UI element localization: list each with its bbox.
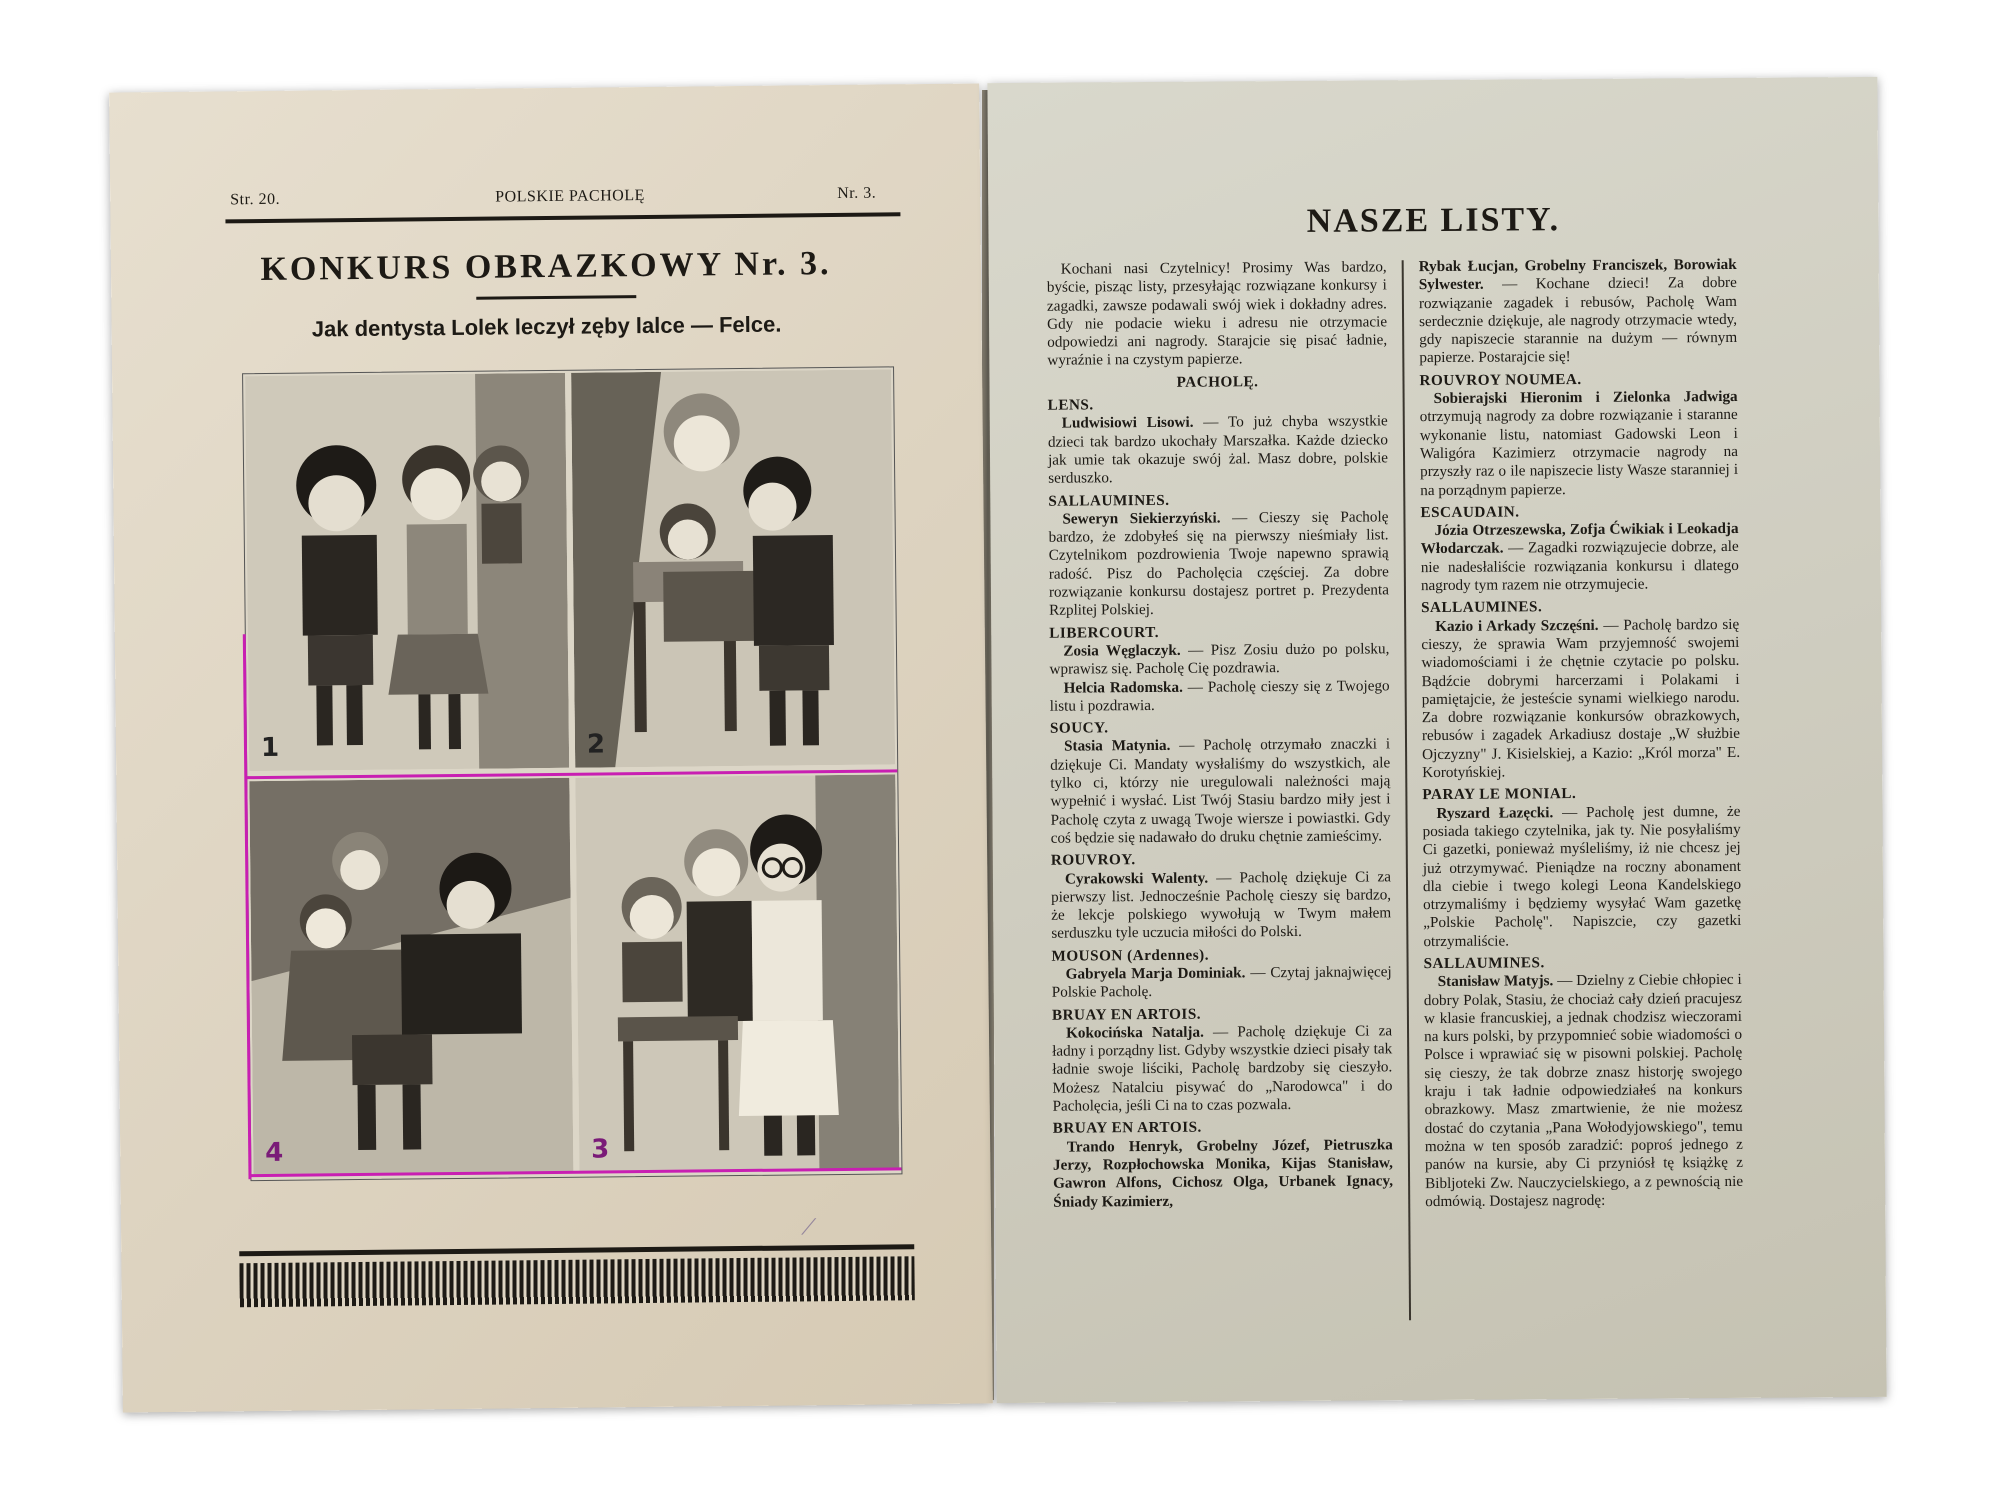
decorative-bar xyxy=(239,1256,914,1307)
letter-entry: ROUVROY NOUMEA. Sobierajski Hieronim i Zielonka Jadwiga otrzymują nagrody za dobre rozwiązanie i staranne wykonanie listu, natomiast Gadowski Leon i Waligóra Kazimierz otrzymacie nagrody na przyszły raz o ile napiszecie listy Wasze staranniej i na porządnym papierze. xyxy=(1419,370,1739,499)
letter-entry: SOUCY. Stasia Matynia. — Pacholę otrzymało znaczki i dziękuje Ci. Mandaty wysłaliśmy do wszystkich, ale tylko ci, którzy nie uregulowali należności mają wypełnić i wysłać. List Twój Stasiu bardzo miły jest i Pacholę czyta z uwagą Twoje wiersze i powiastki. Gdy coś będzie się nadawało do druku chętnie zamieścimy. xyxy=(1049,719,1391,847)
comic-strip xyxy=(242,366,902,1181)
ink-mark: ⟋ xyxy=(800,1215,817,1241)
contest-subtitle: Jak dentysta Lolek leczył zęby lalce — Felce. xyxy=(311,311,782,342)
comic-panel-1 xyxy=(245,373,569,771)
magazine-title: POLSKIE PACHOLĘ xyxy=(495,186,645,206)
comic-panel-4 xyxy=(249,778,573,1176)
letter-entry: BRUAY EN ARTOIS. Kokocińska Natalja. — Pacholę dziękuje Ci za ładny i porządny list. Gdyby wszystkie dzieci pisały tak ładnie swoje liściki, Pacholę bardzoby się cieszyło. Możesz Natalciu pisywać do „Narodowca" i do Pacholęcia, jeśli Ci na to czas pozwala. xyxy=(1051,1005,1393,1115)
page-header xyxy=(230,184,900,215)
panel-number: 3 xyxy=(591,1134,610,1165)
column-divider xyxy=(1402,260,1411,1320)
letter-entry: MOUSON (Ardennes). Gabryela Marja Dominiak. — Czytaj jaknajwięcej Polskie Pacholę. xyxy=(1051,946,1392,1001)
panel-number: 2 xyxy=(586,729,606,760)
letter-entry: SALLAUMINES. Kazio i Arkady Szczęśni. — Pacholę bardzo się cieszy, że sprawia Wam przyjemność swojemi wiadomościami i że chętnie czytacie po polsku. Bądźcie dobrymi harcerzami i Polakami i pamiętajcie, że jesteście synami wielkiego narodu. Za dobre rozwiązanie konkursów obrazkowych, rebusów i zagadek Arkadiusz dostaje „W służbie Ojczyzny" J. Kisielskiej, a Kazio: „Król morza" E. Korotyńskiej. xyxy=(1421,598,1741,782)
comic-panel-2 xyxy=(571,369,895,767)
panel-number: 1 xyxy=(260,732,280,764)
letter-entry: ESCAUDAIN. Józia Otrzeszewska, Zofja Ćwikiak i Leokadja Włodarczak. — Zagadki rozwiązujecie dobrze, ale nie nadesłaliście rozwiązania konkursu i dlatego nagrody tym razem nie otrzymujecie. xyxy=(1420,503,1739,595)
illustration-doll-tooth-pulled xyxy=(249,778,573,1176)
illustration-dentist-examining-doll xyxy=(571,369,895,767)
letters-column-1 xyxy=(1047,258,1394,1211)
letter-entry: SALLAUMINES. Seweryn Siekierzyński. — Cieszy się Pacholę bardzo, że zdobyłeś się na pierwszy nieśmiały list. Czytelnikom pozdrowienia Twoje napewno sprawią radość. Pisz do Pacholęcia częściej. Za dobre rozwiązanie konkursu dostajesz portret p. Prezydenta Rzplitej Polskiej. xyxy=(1048,491,1390,620)
letters-column-2 xyxy=(1419,256,1744,1211)
letter-entry: LENS. Ludwisiowi Lisowi. — To już chyba wszystkie dzieci tak bardzo ukochały Marszałka. Każde dziecko jak umie tak okazuje swój żal. Masz dobre, polskie serduszko. xyxy=(1047,396,1389,487)
right-page xyxy=(987,77,1886,1403)
letter-entry: Helcia Radomska. — Pacholę cieszy się z Twojego listu i pozdrawia. xyxy=(1049,676,1390,715)
signature: PACHOLĘ. xyxy=(1176,373,1259,391)
letters-title: NASZE LISTY. xyxy=(1306,201,1561,240)
illustration-boy-girl-doll xyxy=(245,373,569,771)
intro-paragraph: Kochani nasi Czytelnicy! Prosimy Was bardzo, byście, pisząc listy, przesyłając rozwiązane konkursy i zagadki, zawsze podawali swój wiek i dokładny adres. Gdy nie podacie wieku i adresu nie otrzymacie odpowiedzi ani nagrody. Starajcie się pisać ładnie, wyraźnie i na czystym papierze. xyxy=(1046,258,1388,370)
footer-rule xyxy=(239,1244,914,1256)
illustration-dentist-doll-girl xyxy=(575,774,899,1172)
letter-entry: Rybak Łucjan, Grobelny Franciszek, Borowiak Sylwester. — Kochane dzieci! Za dobre rozwiązanie zagadek i rebusów, Pacholę Wam serdecznie dziękuje, ale nagrody otrzymacie wtedy, gdy napiszecie starannie na dużym — równym papierze. Postarajcie się! xyxy=(1418,255,1738,367)
page-number: Str. 20. xyxy=(230,190,281,209)
letter-entry: BRUAY EN ARTOIS. Trando Henryk, Grobelny Józef, Pietruszka Jerzy, Rozpłochowska Monika, Kijas Stanisław, Gawron Alfons, Cichosz Olga, Urbanek Ignacy, Śniady Kazimierz, xyxy=(1052,1119,1394,1211)
comic-panel-3 xyxy=(575,774,899,1172)
contest-title: KONKURS OBRAZKOWY Nr. 3. xyxy=(260,245,832,289)
title-rule xyxy=(476,295,636,300)
left-page xyxy=(109,83,993,1412)
panel-number: 4 xyxy=(265,1137,284,1169)
letter-entry: PARAY LE MONIAL. Ryszard Łazęcki. — Pacholę jest dumne, że posiada takiego czytelnika, jak ty. Nie posyłaliśmy Ci gazetki, ponieważ myśleliśmy, iż nie chcesz jej już otrzymywać. Pieniądze na roczny abonament dla ciebie i twego kolegi Leona Kandelskiego otrzymaliśmy i będziemy wysyłać Wam gazetkę „Polskie Pacholę". Napiszcie, czy gazetki otrzymaliście. xyxy=(1422,785,1742,950)
letter-entry: SALLAUMINES. Stanisław Matyjs. — Dzielny z Ciebie chłopiec i dobry Polak, Stasiu, że chociaż cały dzień pracujesz w klasie francuskiej, a jednak chodzisz wieczorami na kurs polski, by przypomnieć sobie wiadomości o Polsce i wprawiać się w pisowni polskiej. Pacholę się cieszy, że tak dobrze znasz historję swojego kraju i tak ładnie odpowiedziałeś na konkurs obrazkowy. Masz zmartwienie, że nie możesz dostać do czytania „Pana Wołodyjowskiego", temu można w ten sposób zaradzić: poproś jednego z panów na kursie, aby Ci przyniósł tę książkę z Bibljoteki Zw. Nauczycielskiego, a z pewnością nie odmówią. Dostajesz nagrodę: xyxy=(1423,954,1744,1210)
letter-entry: ROUVROY. Cyrakowski Walenty. — Pacholę dziękuje Ci za pierwszy list. Jednocześnie Pacholę cieszy się bardzo, że lekcje polskiego wywołują w Twym małem serduszku tyle uczucia miłości do Polski. xyxy=(1050,851,1392,943)
issue-number: Nr. 3. xyxy=(837,184,877,202)
letter-entry: LIBERCOURT. Zosia Węglaczyk. — Pisz Zosiu dużo po polsku, wprawisz się. Pacholę Cię pozdrawia. xyxy=(1049,623,1390,678)
